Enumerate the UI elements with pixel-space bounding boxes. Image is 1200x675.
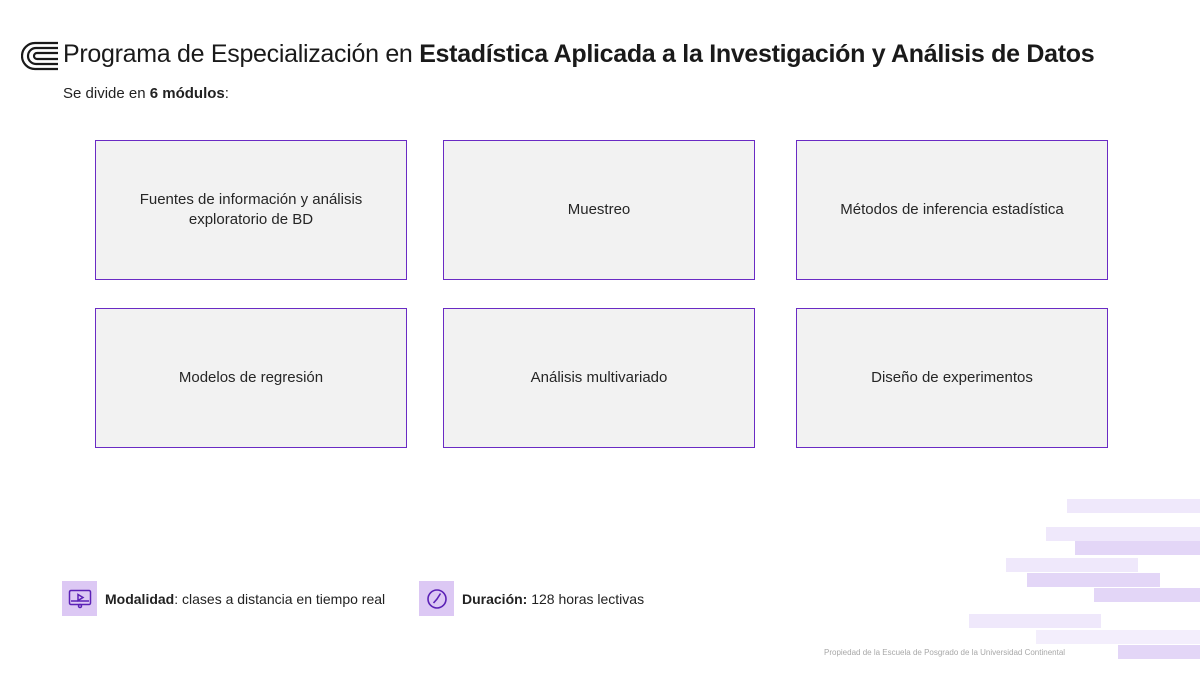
module-label-2: Muestreo	[567, 201, 631, 218]
duracion-info	[419, 581, 644, 616]
modalidad-label: Modalidad	[105, 590, 175, 607]
stripe-1	[1067, 499, 1200, 513]
module-card-5	[443, 308, 755, 448]
stripe-9	[1118, 645, 1200, 659]
stripe-6	[1094, 588, 1200, 602]
title-regular: Programa de Especialización en	[63, 40, 420, 68]
module-label-5: Análisis multivariado	[530, 369, 668, 386]
continental-logo-icon	[21, 41, 59, 71]
duracion-label: Duración:	[462, 590, 528, 607]
stripe-4	[1006, 558, 1138, 572]
module-card-3	[796, 140, 1108, 280]
stripe-2	[1046, 527, 1200, 541]
subtitle-bold: 6 módulos	[149, 85, 225, 102]
module-card-6	[796, 308, 1108, 448]
module-label-1: Fuentes de información y análisis exploratorio de BD	[139, 191, 363, 228]
modalidad-value: : clases a distancia en tiempo real	[174, 590, 386, 607]
duracion-value: 128 horas lectivas	[527, 590, 645, 607]
stripe-5	[1027, 573, 1160, 587]
clock-icon	[419, 581, 454, 616]
stripe-7	[969, 614, 1101, 628]
subtitle	[63, 85, 229, 102]
copyright-notice: Propiedad de la Escuela de Posgrado de la Universidad Continental	[824, 648, 1066, 657]
module-card-1	[95, 140, 407, 280]
video-class-icon	[62, 581, 97, 616]
module-label-6: Diseño de experimentos	[871, 369, 1033, 386]
stripe-3	[1075, 541, 1200, 555]
page-title	[63, 40, 1094, 69]
stripe-8	[1036, 630, 1200, 644]
title-bold: Estadística Aplicada a la Investigación y Análisis de Datos	[419, 40, 1095, 68]
module-label-4: Modelos de regresión	[178, 369, 324, 386]
module-card-4	[95, 308, 407, 448]
modalidad-info	[62, 581, 385, 616]
module-label-3: Métodos de inferencia estadística	[840, 201, 1064, 218]
module-card-2	[443, 140, 755, 280]
subtitle-prefix: Se divide en	[63, 85, 150, 102]
subtitle-suffix: :	[224, 85, 229, 102]
